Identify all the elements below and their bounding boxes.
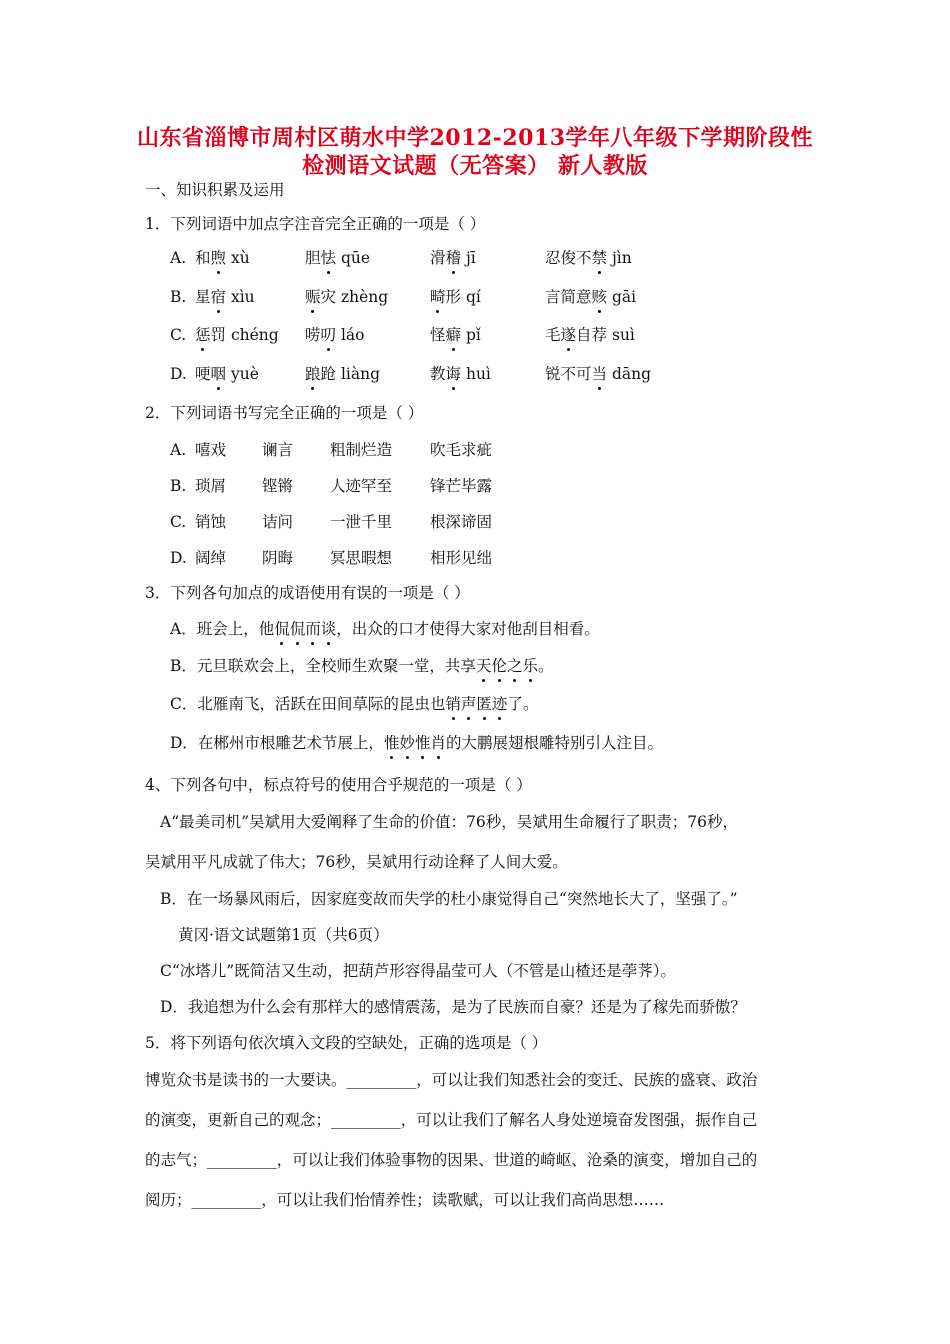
- pinyin: zhèng: [336, 288, 389, 306]
- section-heading: 一、知识积累及运用: [145, 181, 285, 199]
- q3-option: C．北雁南飞，活跃在田间草际的昆虫也销声匿迹了。: [170, 695, 539, 713]
- q1-option-word: 踉跄 liàng: [305, 365, 381, 383]
- q4-stem: 4、下列各句中，标点符号的使用合乎规范的一项是（ ）: [145, 776, 532, 794]
- q5-line: 博览众书是读书的一大要诀。_________，可以让我们知悉社会的变迁、民族的盛衰、政治: [145, 1071, 758, 1089]
- q1-option-label: B.: [170, 288, 187, 306]
- q1-option-word: 哽咽 yuè: [195, 365, 259, 383]
- exam-title-line2: 检测语文试题（无答案） 新人教版: [302, 153, 648, 179]
- pinyin: suì: [607, 326, 635, 344]
- q1-option-label: D.: [170, 365, 187, 383]
- q4-option-a-line1: A“最美司机”吴斌用大爱阐释了生命的价值：76秒，吴斌用生命履行了职责；76秒，: [160, 813, 738, 831]
- q1-stem: 1．下列词语中加点字注音完全正确的一项是（ ）: [145, 215, 486, 233]
- q4-option-a-line2: 吴斌用平凡成就了伟大；76秒，吴斌用行动诠释了人间大爱。: [145, 853, 568, 871]
- q2-option-word: 诘问: [262, 513, 294, 531]
- q2-option-word: 销蚀: [195, 513, 227, 531]
- pinyin: huì: [461, 365, 491, 383]
- pinyin: xù: [226, 249, 250, 267]
- q1-option-word: 唠叨 láo: [305, 326, 365, 344]
- pinyin: jìn: [607, 249, 632, 267]
- pinyin: láo: [336, 326, 365, 344]
- pinyin: pǐ: [461, 326, 481, 344]
- q1-option-word: 锐不可当 dāng: [545, 365, 652, 383]
- q1-option-label: C.: [170, 326, 187, 344]
- q2-option-word: 一泄千里: [330, 513, 393, 531]
- q2-option-word: 铿锵: [262, 477, 294, 495]
- q5-stem: 5．将下列语句依次填入文段的空缺处，正确的选项是（ ）: [145, 1034, 548, 1052]
- q2-option-word: 冥思暇想: [330, 549, 393, 567]
- q2-option-word: 根深谛固: [430, 513, 493, 531]
- q2-option-word: 粗制烂造: [330, 441, 393, 459]
- q2-option-word: 阔绰: [195, 549, 227, 567]
- q5-line: 的志气；_________，可以让我们体验事物的因果、世道的崎岖、沧桑的演变，增加自己的: [145, 1151, 758, 1169]
- q1-option-word: 滑稽 jī: [430, 249, 476, 267]
- pinyin: jī: [461, 249, 476, 267]
- pinyin: qūe: [336, 249, 371, 267]
- q3-option: D．在郴州市根雕艺术节展上，惟妙惟肖的大鹏展翅根雕特别引人注目。: [170, 734, 664, 752]
- pinyin: gāi: [607, 288, 637, 306]
- q2-option-label: D.: [170, 549, 187, 567]
- q1-option-word: 惩罚 chéng: [195, 326, 279, 344]
- q3-stem: 3．下列各句加点的成语使用有误的一项是（ ）: [145, 584, 470, 602]
- q1-option-word: 毛遂自荐 suì: [545, 326, 635, 344]
- q4-option-b: B．在一场暴风雨后，因家庭变故而失学的杜小康觉得自己“突然地长大了，坚强了。”: [160, 890, 738, 908]
- q2-option-word: 人迹罕至: [330, 477, 393, 495]
- q2-option-label: C.: [170, 513, 187, 531]
- q2-option-label: B.: [170, 477, 187, 495]
- q5-line: 的演变，更新自己的观念；_________，可以让我们了解名人身处逆境奋发图强，振作自己: [145, 1111, 758, 1129]
- q1-option-word: 教诲 huì: [430, 365, 491, 383]
- q2-option-word: 锋芒毕露: [430, 477, 493, 495]
- pinyin: chéng: [226, 326, 279, 344]
- q1-option-word: 忍俊不禁 jìn: [545, 249, 632, 267]
- q2-option-word: 琐屑: [195, 477, 227, 495]
- pinyin: liàng: [336, 365, 381, 383]
- q1-option-word: 星宿 xìu: [195, 288, 255, 306]
- exam-title-line1: 山东省淄博市周村区萌水中学2012-2013学年八年级下学期阶段性: [136, 125, 814, 151]
- q1-option-word: 胆怯 qūe: [305, 249, 371, 267]
- q2-option-word: 嘻戏: [195, 441, 227, 459]
- q3-option: A．班会上，他侃侃而谈，出众的口才使得大家对他刮目相看。: [170, 620, 600, 638]
- q1-option-word: 言简意赅 gāi: [545, 288, 637, 306]
- pinyin: yuè: [226, 365, 259, 383]
- q3-option: B．元旦联欢会上，全校师生欢聚一堂，共享天伦之乐。: [170, 657, 554, 675]
- pinyin: dāng: [607, 365, 652, 383]
- q2-stem: 2．下列词语书写完全正确的一项是（ ）: [145, 404, 424, 422]
- q5-line: 阅历；_________，可以让我们怡情养性；读歌赋，可以让我们高尚思想……: [145, 1191, 665, 1209]
- q2-option-word: 相形见绌: [430, 549, 493, 567]
- q4-option-d: D．我追想为什么会有那样大的感情震荡，是为了民族而自豪？还是为了稼先而骄傲？: [160, 998, 746, 1016]
- q2-option-word: 吹毛求疵: [430, 441, 493, 459]
- page-footer: 黄冈·语文试题第1页（共6页）: [178, 926, 389, 944]
- q2-option-word: 谰言: [262, 441, 294, 459]
- q1-option-word: 怪癖 pǐ: [430, 326, 481, 344]
- q1-option-word: 畸形 qí: [430, 288, 481, 306]
- q2-option-label: A.: [170, 441, 187, 459]
- q1-option-word: 和煦 xù: [195, 249, 250, 267]
- q1-option-label: A.: [170, 249, 187, 267]
- q2-option-word: 阴晦: [262, 549, 294, 567]
- q4-option-c: C“冰塔儿”既简洁又生动，把葫芦形容得晶莹可人（不管是山楂还是荸荠）。: [160, 962, 676, 980]
- pinyin: qí: [461, 288, 481, 306]
- q1-option-word: 赈灾 zhèng: [305, 288, 389, 306]
- pinyin: xìu: [226, 288, 255, 306]
